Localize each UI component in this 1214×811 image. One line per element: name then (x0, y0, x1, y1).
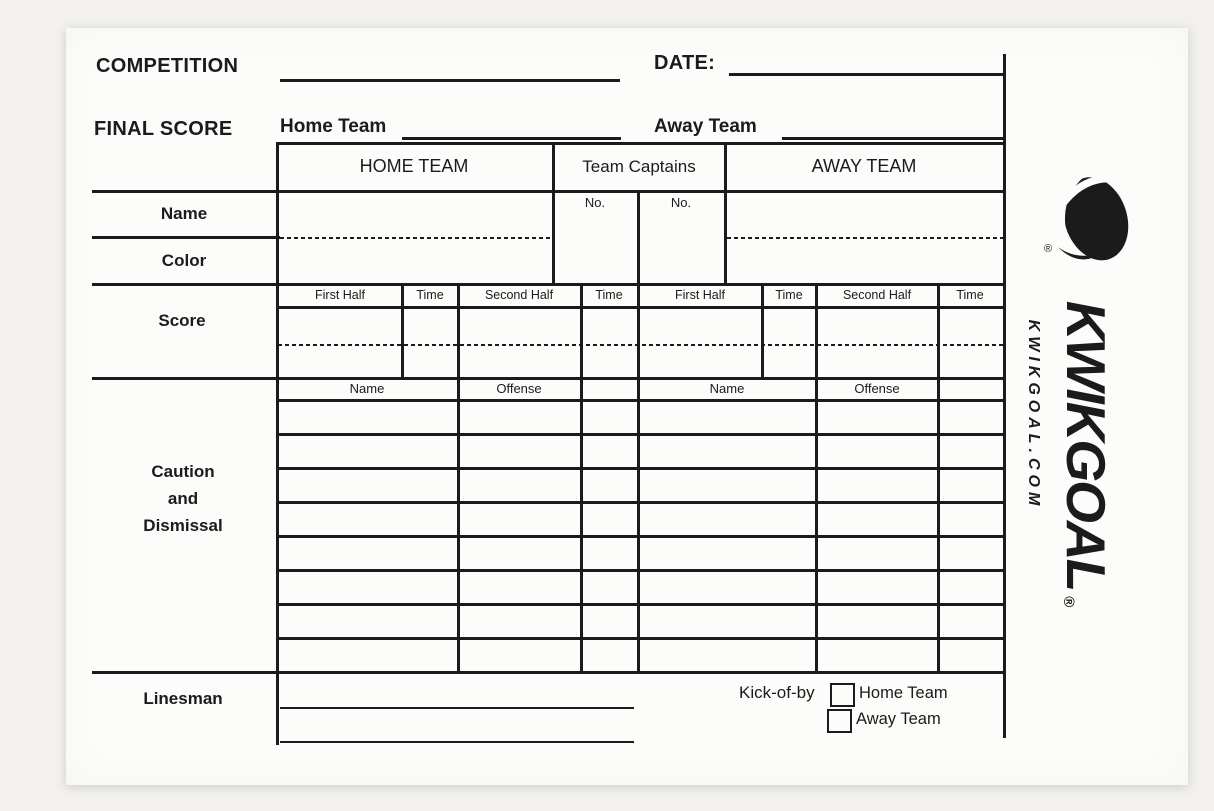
grid-line (815, 285, 818, 673)
caution-away-offense-header: Offense (854, 381, 900, 396)
color-row-label: Color (161, 251, 207, 270)
final-score-away-label: Away Team (654, 116, 757, 137)
grid-line (276, 603, 1006, 606)
grid-line (276, 433, 1006, 436)
competition-label: COMPETITION (96, 55, 239, 77)
linesman-label: Linesman (143, 689, 223, 708)
linesman-field-line-1[interactable] (280, 707, 634, 709)
grid-line (92, 671, 1006, 674)
caution-away-name-header: Name (709, 381, 745, 396)
score-away-time2-header: Time (956, 288, 984, 302)
away-team-name-field[interactable] (728, 194, 1002, 236)
captain-no-away-label: No. (670, 195, 692, 210)
grid-line (276, 142, 1006, 145)
grid-line (276, 142, 279, 745)
grid-line (276, 306, 1006, 309)
kickoff-label: Kick-of-by (739, 683, 815, 702)
final-score-label: FINAL SCORE (94, 118, 233, 140)
score-away-grid[interactable] (640, 309, 1002, 375)
caution-home-offense-header: Offense (496, 381, 542, 396)
home-team-column-header: HOME TEAM (359, 156, 469, 176)
score-home-time1-header: Time (416, 288, 444, 302)
grid-line (1003, 54, 1006, 738)
kickoff-away-checkbox[interactable] (827, 709, 852, 733)
score-away-time1-header: Time (775, 288, 803, 302)
caution-home-name-header: Name (349, 381, 385, 396)
away-team-column-header: AWAY TEAM (811, 156, 917, 176)
score-home-first-half-header: First Half (315, 288, 365, 302)
captain-no-home-label: No. (584, 195, 606, 210)
home-team-color-field[interactable] (280, 240, 550, 282)
grid-line (92, 283, 1006, 286)
caution-section-label: Caution and Dismissal (143, 462, 223, 535)
kickoff-away-option-label: Away Team (856, 710, 941, 728)
grid-dashed-line (727, 237, 1005, 239)
captain-no-home-field[interactable] (556, 212, 634, 282)
grid-line (580, 285, 583, 673)
linesman-field-line-2[interactable] (280, 741, 634, 743)
kwikgoal-website-text: KWIKGOAL.COM (1025, 319, 1042, 511)
grid-line (552, 142, 555, 286)
score-home-second-half-header: Second Half (484, 288, 554, 302)
kickoff-home-option-label: Home Team (859, 684, 948, 702)
grid-line (457, 285, 460, 673)
registered-trademark-symbol: ® (1060, 596, 1077, 608)
grid-line (937, 285, 940, 673)
final-score-home-field-line[interactable] (402, 137, 621, 140)
competition-field-line[interactable] (280, 79, 620, 82)
away-team-color-field[interactable] (728, 240, 1002, 282)
grid-line (92, 377, 1006, 380)
date-field-line[interactable] (729, 73, 1005, 76)
grid-line (276, 535, 1006, 538)
kwikgoal-logo-text: KWIKGOAL ® (1055, 300, 1117, 608)
grid-line (401, 285, 404, 379)
captain-no-away-field[interactable] (641, 212, 721, 282)
home-team-name-field[interactable] (280, 194, 550, 236)
score-away-first-half-header: First Half (675, 288, 725, 302)
grid-line (92, 236, 280, 239)
final-score-home-label: Home Team (280, 116, 387, 137)
score-away-second-half-header: Second Half (842, 288, 912, 302)
grid-line (92, 190, 1006, 193)
kwikgoal-ball-logo-icon (1050, 164, 1136, 266)
grid-line (276, 501, 1006, 504)
grid-dashed-line (280, 237, 553, 239)
grid-line (276, 467, 1006, 470)
grid-line (276, 399, 1006, 402)
date-label: DATE: (654, 52, 716, 74)
name-row-label: Name (160, 204, 208, 223)
grid-line (637, 192, 640, 674)
registered-trademark-symbol: ® (1044, 243, 1053, 255)
grid-line (276, 569, 1006, 572)
grid-dashed-line (278, 344, 1005, 346)
grid-line (276, 637, 1006, 640)
grid-line (761, 285, 764, 379)
score-row-label: Score (158, 311, 206, 330)
team-captains-column-header: Team Captains (582, 157, 696, 176)
kickoff-home-checkbox[interactable] (830, 683, 855, 707)
grid-line (724, 142, 727, 286)
final-score-away-field-line[interactable] (782, 137, 1005, 140)
score-home-time2-header: Time (595, 288, 623, 302)
